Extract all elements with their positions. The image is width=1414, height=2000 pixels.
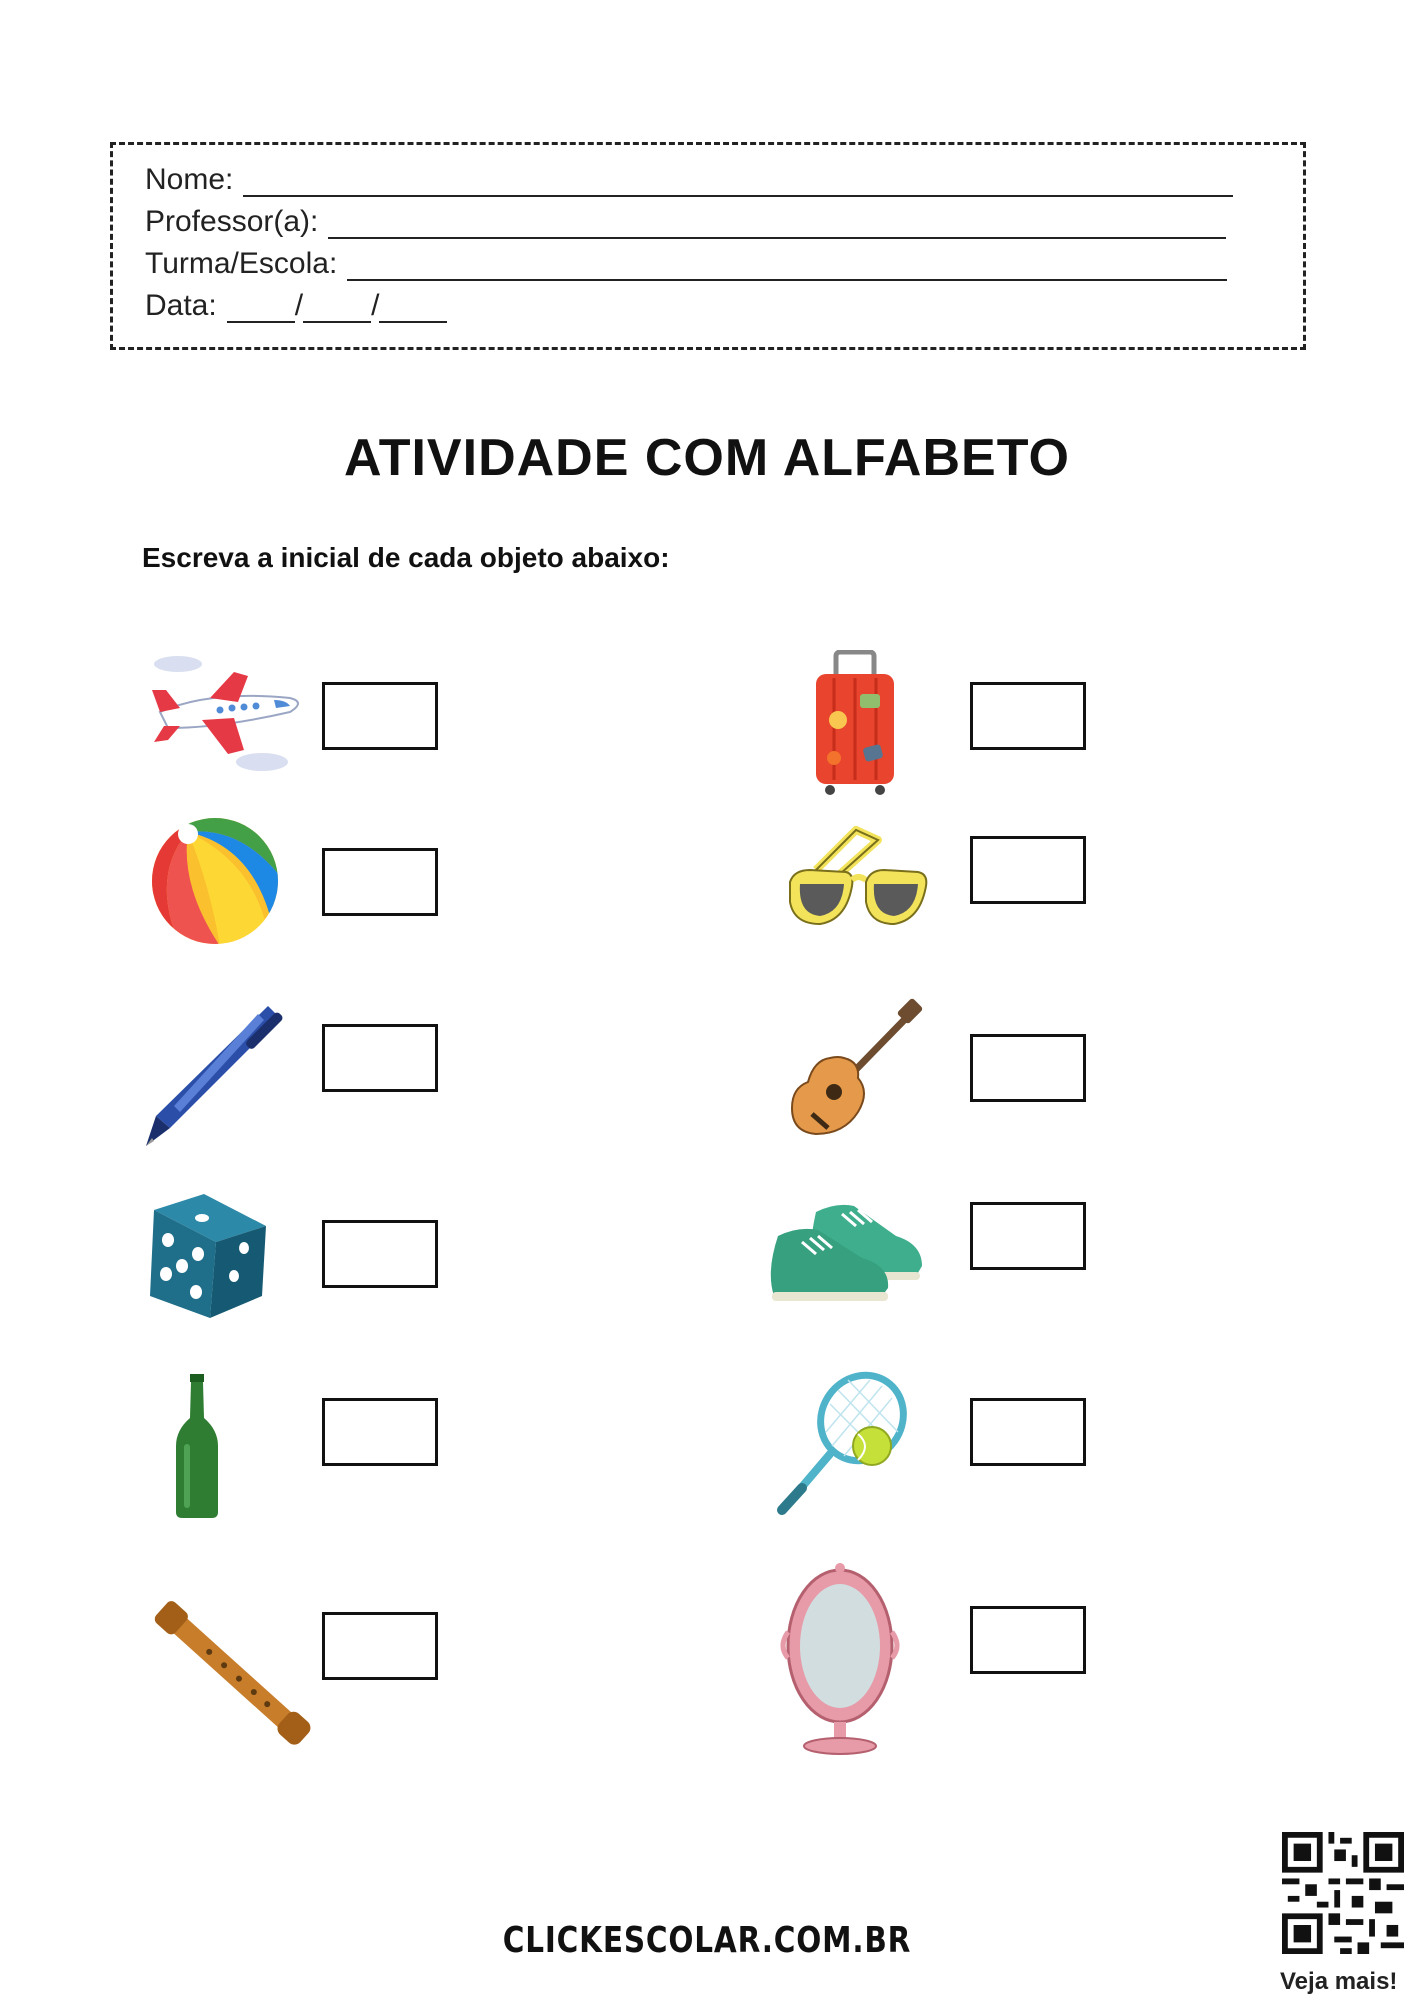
professor-line[interactable]	[328, 207, 1226, 239]
turma-label: Turma/Escola:	[145, 247, 338, 280]
answer-box-mirror[interactable]	[970, 1606, 1086, 1674]
answer-box-suitcase[interactable]	[970, 682, 1086, 750]
nome-line[interactable]	[243, 165, 1233, 197]
data-label: Data:	[145, 289, 217, 322]
nome-label: Nome:	[145, 163, 234, 196]
professor-field[interactable]	[145, 205, 1226, 239]
answer-box-pen[interactable]	[322, 1024, 438, 1092]
date-month-line[interactable]	[303, 291, 371, 323]
page-title: ATIVIDADE COM ALFABETO	[344, 429, 1070, 487]
sneakers-icon	[766, 1196, 926, 1304]
guitar-icon	[786, 996, 926, 1140]
beach-ball-icon	[150, 816, 280, 946]
turma-line[interactable]	[347, 249, 1227, 281]
answer-box-sneakers[interactable]	[970, 1202, 1086, 1270]
airplane-icon	[150, 650, 306, 776]
professor-label: Professor(a):	[145, 205, 319, 238]
answer-box-bottle[interactable]	[322, 1398, 438, 1466]
bottle-icon	[172, 1374, 222, 1520]
instruction-text: Escreva a inicial de cada objeto abaixo:	[142, 542, 670, 573]
date-slash: /	[294, 289, 304, 322]
qr-caption: Veja mais!	[1280, 1968, 1398, 1995]
answer-box-airplane[interactable]	[322, 682, 438, 750]
dice-icon	[140, 1192, 270, 1320]
flute-icon	[150, 1590, 322, 1762]
mirror-icon	[778, 1562, 908, 1756]
answer-box-guitar[interactable]	[970, 1034, 1086, 1102]
date-year-line[interactable]	[379, 291, 447, 323]
student-info-box	[110, 142, 1306, 350]
turma-field[interactable]	[145, 247, 1227, 281]
answer-box-ball[interactable]	[322, 848, 438, 916]
answer-box-dice[interactable]	[322, 1220, 438, 1288]
date-slash: /	[371, 289, 380, 322]
qr-code-icon[interactable]	[1282, 1832, 1404, 1954]
suitcase-icon	[812, 650, 898, 796]
answer-box-sunglasses[interactable]	[970, 836, 1086, 904]
pen-icon	[140, 1000, 284, 1150]
date-day-line[interactable]	[227, 291, 295, 323]
data-field[interactable]	[145, 289, 447, 323]
answer-box-racket[interactable]	[970, 1398, 1086, 1466]
tennis-racket-icon	[772, 1370, 912, 1516]
footer-site[interactable]: CLICKESCOLAR.COM.BR	[502, 1920, 912, 1961]
nome-field[interactable]	[145, 163, 1233, 197]
sunglasses-icon	[786, 824, 930, 936]
answer-box-flute[interactable]	[322, 1612, 438, 1680]
